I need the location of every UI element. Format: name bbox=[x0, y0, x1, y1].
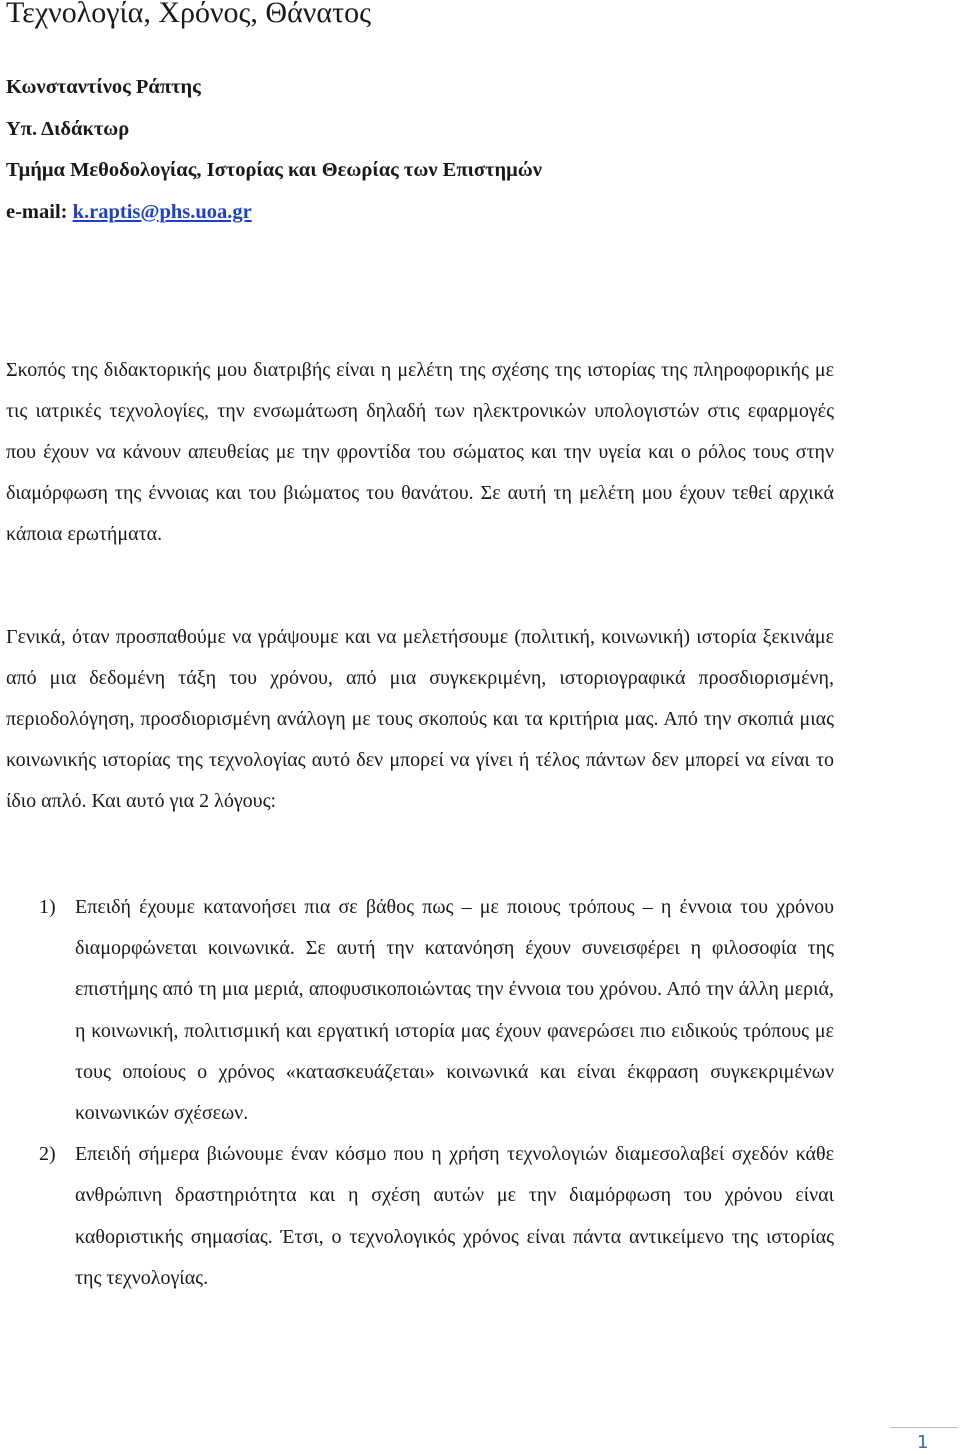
paragraph-history: Γενικά, όταν προσπαθούμε να γράψουμε και να μελετήσουμε (πολιτική, κοινωνική) ιστορία ξεκινάμε από μια δεδομένη τάξη του χρόνου, από μια συγκεκριμένη, ιστοριογραφικά προσδιορισμένη, περιοδολόγηση, προσδιορισμένη ανάλογη με τους σκοπούς και τα κριτήρια μας. Από την σκοπιά μιας κοινωνικής ιστορίας της τεχνολογίας αυτό δεν μπορεί να γίνει ή τέλος πάντων δεν μπορεί να είναι το ίδιο απλό. Και αυτό για 2 λόγους: bbox=[6, 626, 834, 812]
list-item bbox=[6, 1134, 834, 1299]
list-item-number: 1) bbox=[39, 896, 56, 918]
author-email-line bbox=[6, 192, 542, 234]
list-item-text: Επειδή σήμερα βιώνουμε έναν κόσμο που η χρήση τεχνολογιών διαμεσολαβεί σχεδόν κάθε ανθρώπινη δραστηριότητα και η σχέση αυτών με την διαμόρφωση του χρόνου είναι καθοριστικής σημασίας. Έτσι, ο τεχνολογικός χρόνος είναι πάντα αντικείμενο της ιστορίας της τεχνολογίας. bbox=[75, 1143, 834, 1289]
list-item bbox=[6, 887, 834, 1134]
author-name: Κωνσταντίνος Ράπτης bbox=[6, 76, 201, 98]
email-label: e-mail: bbox=[6, 200, 73, 223]
author-department: Τμήμα Μεθοδολογίας, Ιστορίας και Θεωρίας των Επιστημών bbox=[6, 159, 542, 181]
author-position: Υπ. Διδάκτωρ bbox=[6, 117, 130, 140]
list-item-text: Επειδή έχουμε κατανοήσει πια σε βάθος πως – με ποιους τρόπους – η έννοια του χρόνου διαμορφώνεται κοινωνικά. Σε αυτή την κατανόηση έχουν συνεισφέρει η φιλοσοφία της επιστήμης από τη μια μεριά, αποφυσικοποιώντας την έννοια του χρόνου. Από την άλλη μεριά, η κοινωνική, πολιτισμική και εργατική ιστορία μας έχουν φανερώσει πιο ειδικούς τρόπους με τους οποίους ο χρόνος «κατασκευάζεται» κοινωνικά και είναι έκφραση συγκεκριμένων κοινωνικών σχέσεων. bbox=[75, 896, 834, 1125]
document-title: Τεχνολογία, Χρόνος, Θάνατος bbox=[6, 0, 372, 29]
footer-divider bbox=[890, 1427, 958, 1428]
page-number: 1 bbox=[917, 1432, 929, 1453]
list-item-number: 2) bbox=[39, 1143, 56, 1166]
reasons-list bbox=[6, 887, 834, 1299]
paragraph-purpose: Σκοπός της διδακτορικής μου διατριβής είναι η μελέτη της σχέσης της ιστορίας της πληροφορικής με τις ιατρικές τεχνολογίες, την ενσωμάτωση δηλαδή των ηλεκτρονικών υπολογιστών στις εφαρμογές που έχουν να κάνουν απευθείας με την φροντίδα του σώματος και την υγεία και ο ρόλος τους στην διαμόρφωση της έννοιας και του βιώματος του θανάτου. Σε αυτή τη μελέτη μου έχουν τεθεί αρχικά κάποια ερωτήματα. bbox=[6, 359, 834, 545]
author-block bbox=[6, 67, 542, 233]
email-link[interactable]: k.raptis@phs.uoa.gr bbox=[72, 200, 252, 223]
